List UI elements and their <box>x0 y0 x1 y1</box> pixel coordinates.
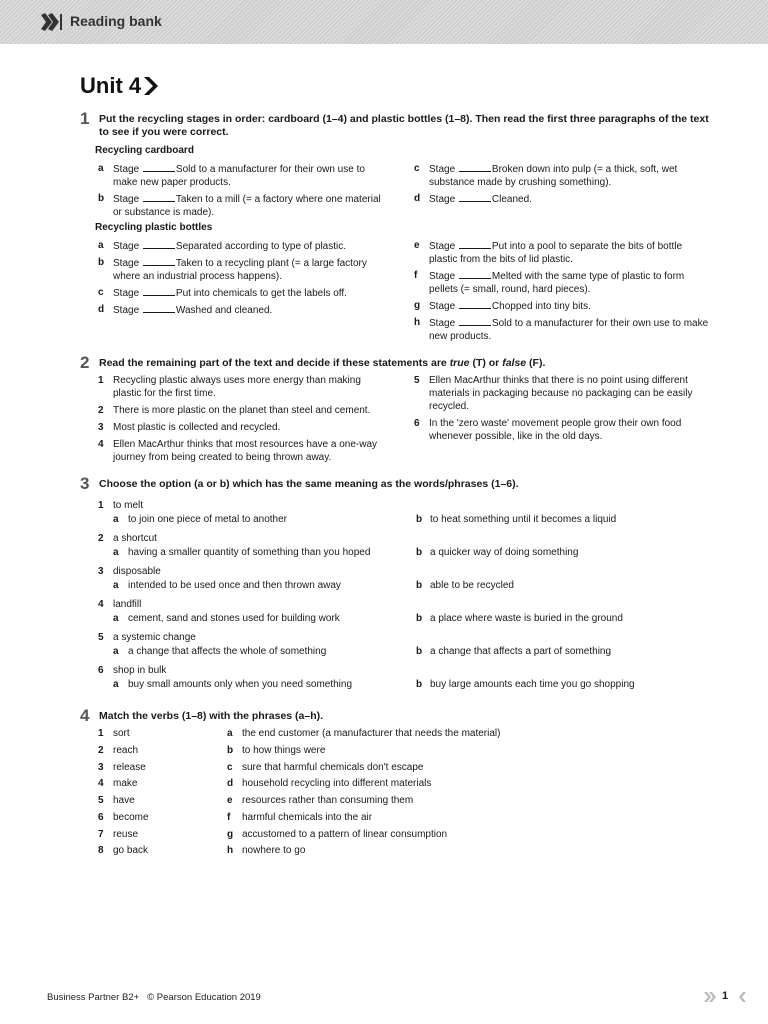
answer-blank[interactable] <box>459 239 491 249</box>
list-item: b Stage Taken to a mill (= a factory where one material or substance is made). <box>98 193 381 218</box>
question-number: 1 <box>80 109 90 128</box>
list-item: 3 disposable a intended to be used once and then thrown away b able to be recycled <box>98 566 514 591</box>
verb-item: 2 reach <box>98 745 139 756</box>
question-instruction: Match the verbs (1–8) with the phrases (a–h). <box>99 710 324 722</box>
list-item: 3 Most plastic is collected and recycled. <box>98 422 281 433</box>
answer-blank[interactable] <box>459 269 491 279</box>
answer-blank[interactable] <box>143 286 175 296</box>
answer-blank[interactable] <box>143 303 175 313</box>
phrase-item: h nowhere to go <box>227 845 306 856</box>
header-title: Reading bank <box>70 13 162 29</box>
question-number: 3 <box>80 474 90 493</box>
page-number: 1 <box>722 990 729 1002</box>
section-subtitle: Recycling plastic bottles <box>95 222 213 233</box>
option-b[interactable]: able to be recycled <box>430 580 514 591</box>
book-title: Business Partner B2+ <box>47 992 140 1003</box>
option-b[interactable]: a change that affects a part of something <box>430 646 612 657</box>
list-item: 4 Ellen MacArthur thinks that most resources have a one-way journey from being created to being thrown away. <box>98 439 378 463</box>
chevron-right-icon <box>144 77 158 95</box>
list-item: d Stage Cleaned. <box>414 193 532 205</box>
option-b[interactable]: buy large amounts each time you go shopping <box>430 679 635 690</box>
list-item: 6 In the 'zero waste' movement people grow their own food whenever possible, like in the old days. <box>414 418 682 442</box>
list-item: g Stage Chopped into tiny bits. <box>414 300 591 312</box>
phrase-item: c sure that harmful chemicals don't escape <box>227 762 424 773</box>
question-number: 2 <box>80 353 90 372</box>
list-item: 5 a systemic change a a change that affects the whole of something b a change that affects a part of something <box>98 632 612 657</box>
list-item: 2 a shortcut a having a smaller quantity of something than you hoped b a quicker way of doing something <box>98 533 579 558</box>
chevron-right-icon <box>704 992 716 1002</box>
phrase-item: f harmful chemicals into the air <box>227 812 373 823</box>
option-a[interactable]: intended to be used once and then thrown away <box>128 580 341 591</box>
copyright: © Pearson Education 2019 <box>147 992 261 1003</box>
list-item: e Stage Put into a pool to separate the bits of bottle plastic from the bits of lid plastic. <box>414 240 683 265</box>
verb-item: 1 sort <box>98 728 130 739</box>
list-item: a Stage Sold to a manufacturer for their own use to make new paper products. <box>98 163 365 188</box>
option-b[interactable]: a quicker way of doing something <box>430 547 579 558</box>
option-b[interactable]: a place where waste is buried in the ground <box>430 613 623 624</box>
chevron-left-icon <box>736 992 746 1002</box>
list-item: f Stage Melted with the same type of plastic to form pellets (= small, round, hard pieces). <box>414 270 685 295</box>
answer-blank[interactable] <box>143 192 175 202</box>
page-footer <box>47 992 261 1003</box>
list-item: 4 landfill a cement, sand and stones used for building work b a place where waste is buried in the ground <box>98 599 623 624</box>
page-header <box>0 0 768 44</box>
answer-blank[interactable] <box>143 239 175 249</box>
list-item: b Stage Taken to a recycling plant (= a large factory where an industrial process happens). <box>98 257 367 282</box>
verb-item: 7 reuse <box>98 829 139 840</box>
list-item: 1 to melt a to join one piece of metal to another b to heat something until it becomes a liquid <box>98 500 617 525</box>
list-item: d Stage Washed and cleaned. <box>98 304 273 316</box>
chevron-logo-icon <box>41 13 63 31</box>
question-2 <box>80 353 711 463</box>
unit-title-text: Unit 4 <box>80 73 142 98</box>
list-item: 2 There is more plastic on the planet than steel and cement. <box>98 405 371 416</box>
list-item: 5 Ellen MacArthur thinks that there is no point using different materials in packaging because no packaging can be easily recycled. <box>414 375 693 412</box>
question-instruction: Put the recycling stages in order: cardboard (1–4) and plastic bottles (1–8). Then read the first three paragraphs of the text to see if you were correct. <box>99 113 709 138</box>
answer-blank[interactable] <box>459 162 491 172</box>
verb-item: 4 make <box>98 778 138 789</box>
list-item: 1 Recycling plastic always uses more energy than making plastic for the first time. <box>98 375 361 399</box>
option-a[interactable]: cement, sand and stones used for building work <box>128 613 340 624</box>
unit-title <box>80 73 158 99</box>
phrase-item: a the end customer (a manufacturer that needs the material) <box>227 728 501 739</box>
verb-item: 3 release <box>98 762 146 773</box>
list-item: h Stage Sold to a manufacturer for their own use to make new products. <box>414 317 709 342</box>
question-number: 4 <box>80 706 90 725</box>
section-subtitle: Recycling cardboard <box>95 145 194 156</box>
question-1 <box>80 109 711 342</box>
phrase-item: d household recycling into different materials <box>227 778 432 789</box>
verb-item: 5 have <box>98 795 135 806</box>
answer-blank[interactable] <box>459 192 491 202</box>
question-instruction: Read the remaining part of the text and decide if these statements are true (T) or false (F). <box>99 357 546 369</box>
option-b[interactable]: to heat something until it becomes a liquid <box>430 514 617 525</box>
question-3 <box>80 474 711 690</box>
phrase-item: g accustomed to a pattern of linear consumption <box>227 829 448 840</box>
verb-item: 8 go back <box>98 845 149 856</box>
list-item: c Stage Put into chemicals to get the labels off. <box>98 287 347 299</box>
verb-item: 6 become <box>98 812 149 823</box>
list-item: a Stage Separated according to type of plastic. <box>98 240 347 252</box>
option-a[interactable]: a change that affects the whole of something <box>128 646 327 657</box>
answer-blank[interactable] <box>459 299 491 309</box>
answer-blank[interactable] <box>459 316 491 326</box>
question-instruction: Choose the option (a or b) which has the same meaning as the words/phrases (1–6). <box>99 478 519 490</box>
phrase-item: e resources rather than consuming them <box>227 795 414 806</box>
phrase-item: b to how things were <box>227 745 326 756</box>
question-4 <box>80 706 711 856</box>
answer-blank[interactable] <box>143 162 175 172</box>
option-a[interactable]: buy small amounts only when you need something <box>128 679 353 690</box>
list-item: 6 shop in bulk a buy small amounts only when you need something b buy large amounts each time you go shopping <box>98 665 635 690</box>
option-a[interactable]: having a smaller quantity of something than you hoped <box>128 547 371 558</box>
list-item: c Stage Broken down into pulp (= a thick, soft, wet substance made by crushing something). <box>414 163 678 188</box>
answer-blank[interactable] <box>143 256 175 266</box>
option-a[interactable]: to join one piece of metal to another <box>128 514 287 525</box>
